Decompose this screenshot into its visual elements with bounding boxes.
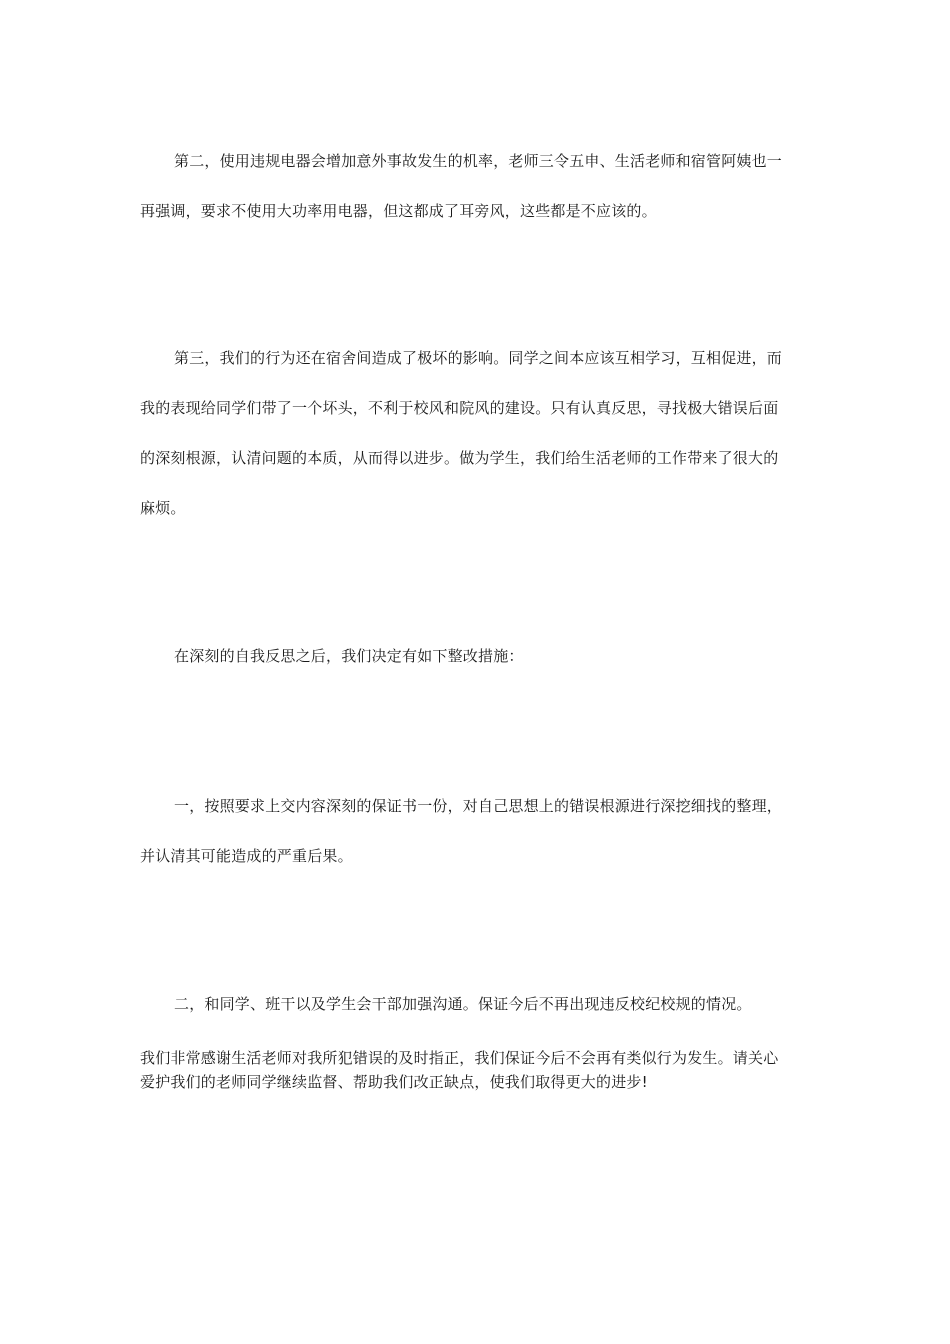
paragraph-measures-intro: 在深刻的自我反思之后，我们决定有如下整改措施：: [174, 647, 524, 665]
paragraph-measure-one-line-1: 一，按照要求上交内容深刻的保证书一份，对自己思想上的错误根源进行深挖细找的整理，: [174, 797, 783, 815]
paragraph-third-line-1: 第三，我们的行为还在宿舍间造成了极坏的影响。同学之间本应该互相学习，互相促进，而: [174, 349, 783, 367]
paragraph-third-line-3: 的深刻根源，认清问题的本质，从而得以进步。做为学生，我们给生活老师的工作带来了很大的: [140, 449, 779, 467]
paragraph-closing-line-1: 我们非常感谢生活老师对我所犯错误的及时指正，我们保证今后不会再有类似行为发生。请关心: [140, 1049, 779, 1067]
paragraph-second-line-2: 再强调，要求不使用大功率用电器，但这都成了耳旁风，这些都是不应该的。: [140, 202, 657, 220]
paragraph-closing-line-2: 爱护我们的老师同学继续监督、帮助我们改正缺点，使我们取得更大的进步!: [140, 1073, 648, 1091]
paragraph-third-line-4: 麻烦。: [140, 499, 186, 517]
paragraph-second-line-1: 第二，使用违规电器会增加意外事故发生的机率，老师三令五申、生活老师和宿管阿姨也一: [174, 152, 783, 170]
paragraph-third-line-2: 我的表现给同学们带了一个坏头，不利于校风和院风的建设。只有认真反思，寻找极大错误后面: [140, 399, 779, 417]
paragraph-measure-one-line-2: 并认清其可能造成的严重后果。: [140, 847, 353, 865]
paragraph-measure-two: 二，和同学、班干以及学生会干部加强沟通。保证今后不再出现违反校纪校规的情况。: [174, 995, 752, 1013]
